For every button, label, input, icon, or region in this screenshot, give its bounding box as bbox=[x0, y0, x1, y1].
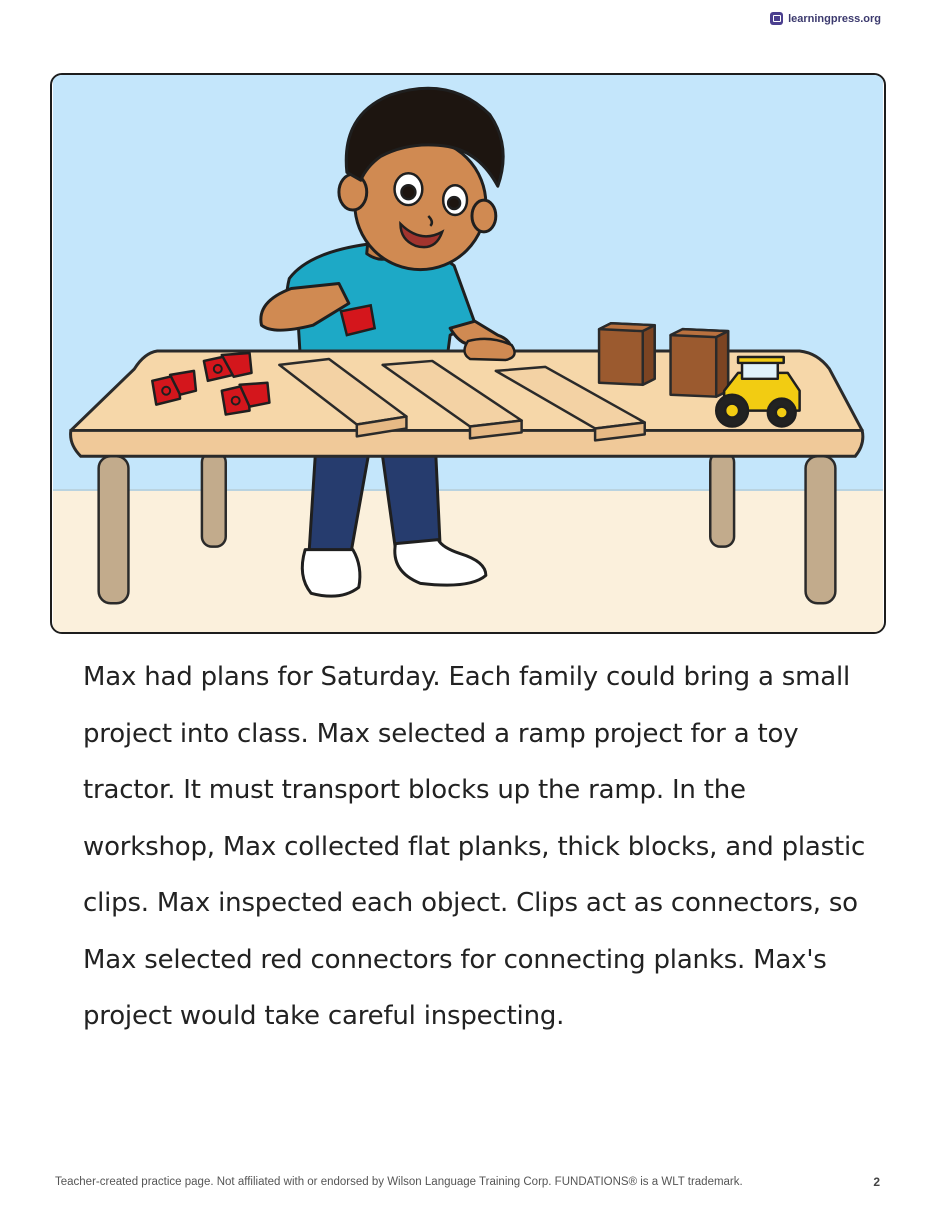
held-clip bbox=[341, 305, 375, 335]
story-text: Max had plans for Saturday. Each family could bring a small project into class. Max selected a ramp project for a toy tractor. It must transport blocks up the ramp. In the workshop, Max collected flat planks, thick blocks, and plastic clips. Max inspected each object. Clips act as connectors, so Max selected red connectors for connecting planks. Max's project would take careful inspecting. bbox=[83, 662, 866, 1031]
story-illustration bbox=[50, 73, 886, 634]
book-icon bbox=[770, 12, 783, 25]
brand-label: learningpress.org bbox=[788, 12, 881, 25]
page-number: 2 bbox=[873, 1175, 880, 1189]
footer-disclaimer: Teacher-created practice page. Not affiliated with or endorsed by Wilson Language Training Corp. FUNDATIONS® is a WLT trademark. bbox=[55, 1176, 743, 1188]
brand-link[interactable] bbox=[770, 12, 881, 25]
